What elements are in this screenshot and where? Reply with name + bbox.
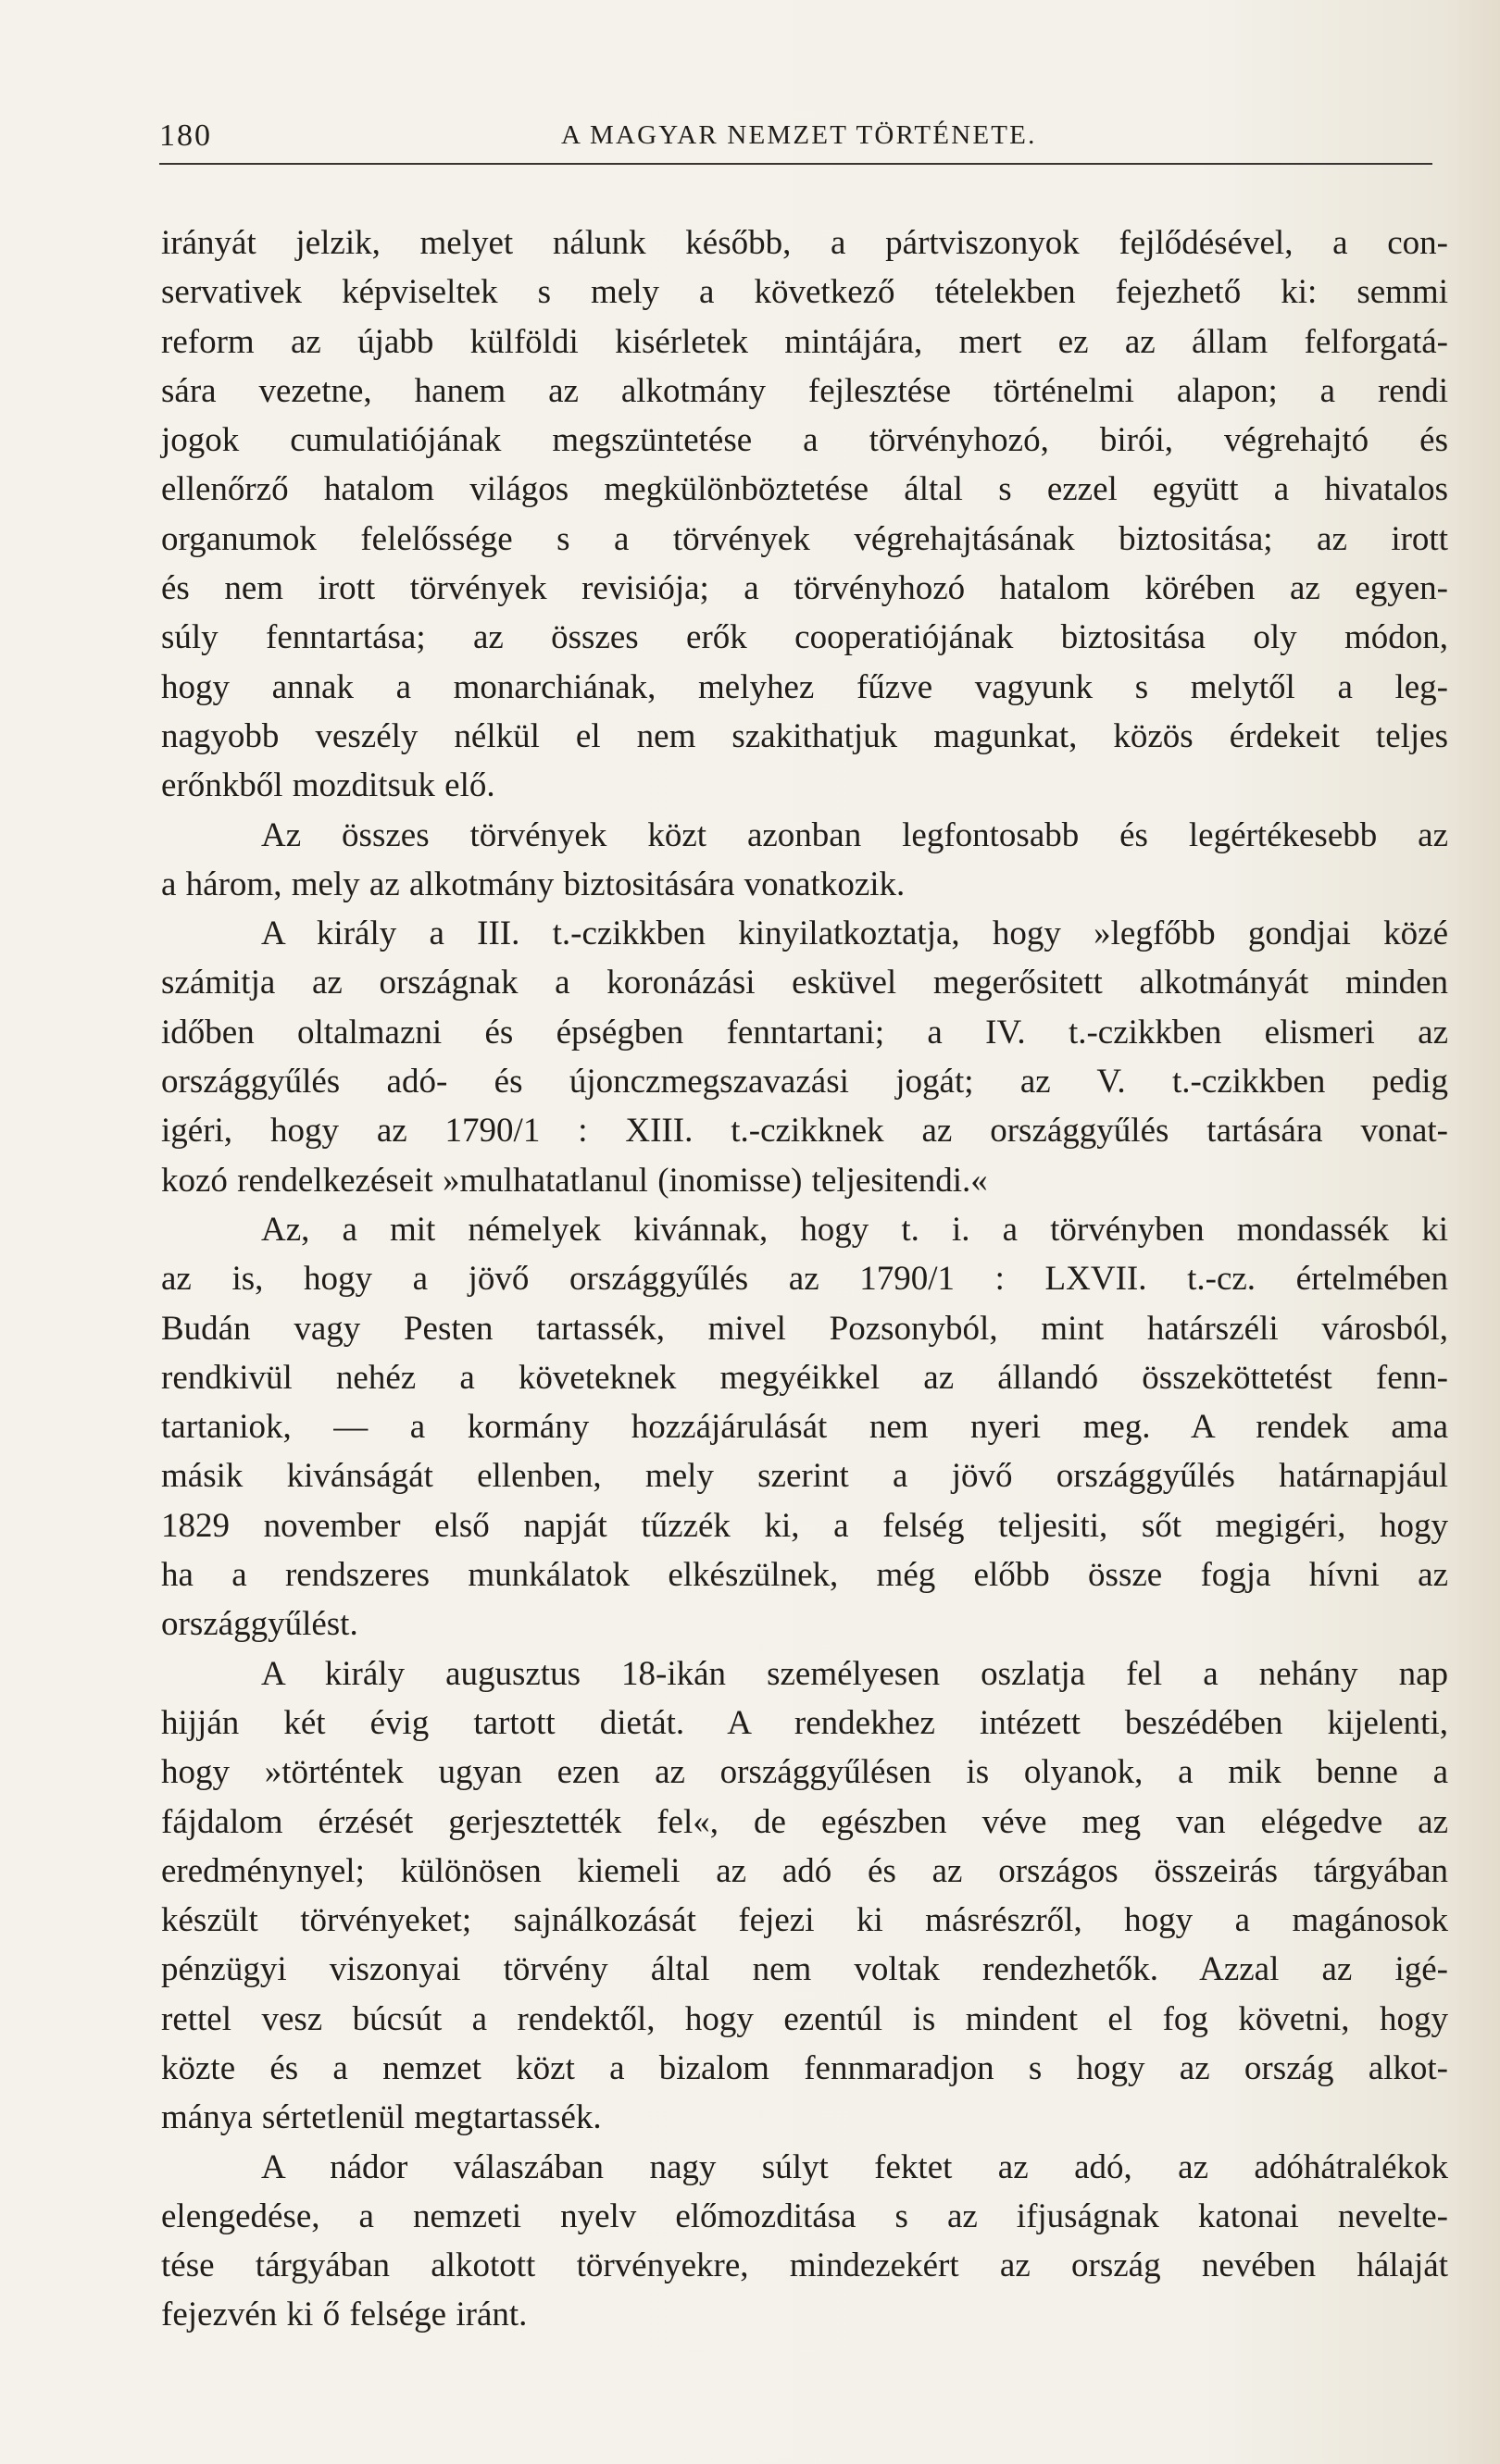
paragraph-first-line: Az összes törvények közt azonban legfontosabb és legértékesebb az [261,815,1448,854]
text-line: kozó rendelkezéseit »mulhatatlanul (inomisse) teljesitendi.« [161,1161,988,1200]
body-text [161,218,1448,2340]
page-number: 180 [159,118,212,153]
running-title: A MAGYAR NEMZET TÖRTÉNETE. [561,120,1037,150]
paragraph-first-line: A király augusztus 18-ikán személyesen oszlatja fel a nehány nap [261,1654,1448,1693]
text-line: tése tárgyában alkotott törvényekre, mindezekért az ország nevében hálaját [161,2246,1448,2285]
text-line: Budán vagy Pesten tartassék, mivel Pozsonyból, mint határszéli városból, [161,1309,1448,1348]
text-line: erőnkből mozditsuk elő. [161,766,495,805]
paragraph-first-line: A király a III. t.-czikkben kinyilatkoztatja, hogy »legfőbb gondjai közé [261,915,1448,953]
paragraph-first-line: Az, a mit némelyek kivánnak, hogy t. i. a törvényben mondassék ki [261,1210,1448,1249]
text-line: jogok cumulatiójának megszüntetése a törvényhozó, birói, végrehajtó és [161,421,1448,460]
text-line: tartaniok, — a kormány hozzájárulását nem nyeri meg. A rendek ama [161,1408,1448,1447]
text-line: rettel vesz búcsút a rendektől, hogy ezentúl is mindent el fog követni, hogy [161,1999,1448,2038]
text-line: készült törvényeket; sajnálkozását fejezi ki másrészről, hogy a magánosok [161,1901,1448,1940]
text-line: eredménynyel; különösen kiemeli az adó és az országos összeirás tárgyában [161,1851,1448,1890]
text-line: servativek képviseltek s mely a következő tételekben fejezhető ki: semmi [161,273,1448,312]
paragraph-first-line: A nádor válaszában nagy súlyt fektet az adó, az adóhátralékok [261,2147,1448,2186]
text-line: mánya sértetlenül megtartassék. [161,2098,602,2137]
text-line: az is, hogy a jövő országgyűlés az 1790/1 : LXVII. t.-cz. értelmében [161,1260,1448,1299]
text-line: 1829 november első napját tűzzék ki, a felség teljesiti, sőt megigéri, hogy [161,1506,1448,1545]
text-line: másik kivánságát ellenben, mely szerint a jövő országgyűlés határnapjául [161,1457,1448,1496]
text-line: súly fenntartása; az összes erők cooperatiójának biztositása oly módon, [161,618,1448,657]
text-line: számitja az országnak a koronázási esküvel megerősitett alkotmányát minden [161,964,1448,1002]
text-line: irányát jelzik, melyet nálunk később, a pártviszonyok fejlődésével, a con- [161,224,1448,262]
text-line: igéri, hogy az 1790/1 : XIII. t.-czikknek az országgyűlés tartására vonat- [161,1112,1448,1151]
text-line: hijján két évig tartott dietát. A rendekhez intézett beszédében kijelenti, [161,1703,1448,1742]
text-line: országgyűlés adó- és újonczmegszavazási jogát; az V. t.-czikkben pedig [161,1063,1448,1101]
header-rule [159,163,1432,165]
text-line: országgyűlést. [161,1605,358,1644]
text-line: hogy »történtek ugyan ezen az országgyűlésen is olyanok, a mik benne a [161,1753,1448,1792]
text-line: elengedése, a nemzeti nyelv előmozditása s az ifjuságnak katonai nevelte- [161,2196,1448,2235]
text-line: ha a rendszeres munkálatok elkészülnek, még előbb össze fogja hívni az [161,1556,1448,1595]
text-line: időben oltalmazni és épségben fenntartani; a IV. t.-czikkben elismeri az [161,1013,1448,1052]
text-line: ellenőrző hatalom világos megkülönböztetése által s ezzel együtt a hivatalos [161,470,1448,509]
text-line: közte és a nemzet közt a bizalom fennmaradjon s hogy az ország alkot- [161,2048,1448,2087]
text-line: nagyobb veszély nélkül el nem szakithatjuk magunkat, közös érdekeit teljes [161,716,1448,755]
text-line: fájdalom érzését gerjesztették fel«, de egészben véve meg van elégedve az [161,1802,1448,1841]
text-line: fejezvén ki ő felsége iránt. [161,2296,528,2334]
text-line: sára vezetne, hanem az alkotmány fejlesztése történelmi alapon; a rendi [161,371,1448,410]
text-line: és nem irott törvények revisiója; a törvényhozó hatalom körében az egyen- [161,569,1448,608]
text-line: rendkivül nehéz a követeknek megyéikkel az állandó összeköttetést fenn- [161,1358,1448,1397]
text-line: organumok felelőssége s a törvények végrehajtásának biztositása; az irott [161,519,1448,558]
text-line: reform az újabb külföldi kisérletek mintájára, mert ez az állam felforgatá- [161,322,1448,361]
text-line: pénzügyi viszonyai törvény által nem voltak rendezhetők. Azzal az igé- [161,1950,1448,1989]
text-line: hogy annak a monarchiának, melyhez fűzve vagyunk s melytől a leg- [161,667,1448,706]
page-header [159,109,1432,165]
text-line: a három, mely az alkotmány biztositására vonatkozik. [161,865,906,903]
